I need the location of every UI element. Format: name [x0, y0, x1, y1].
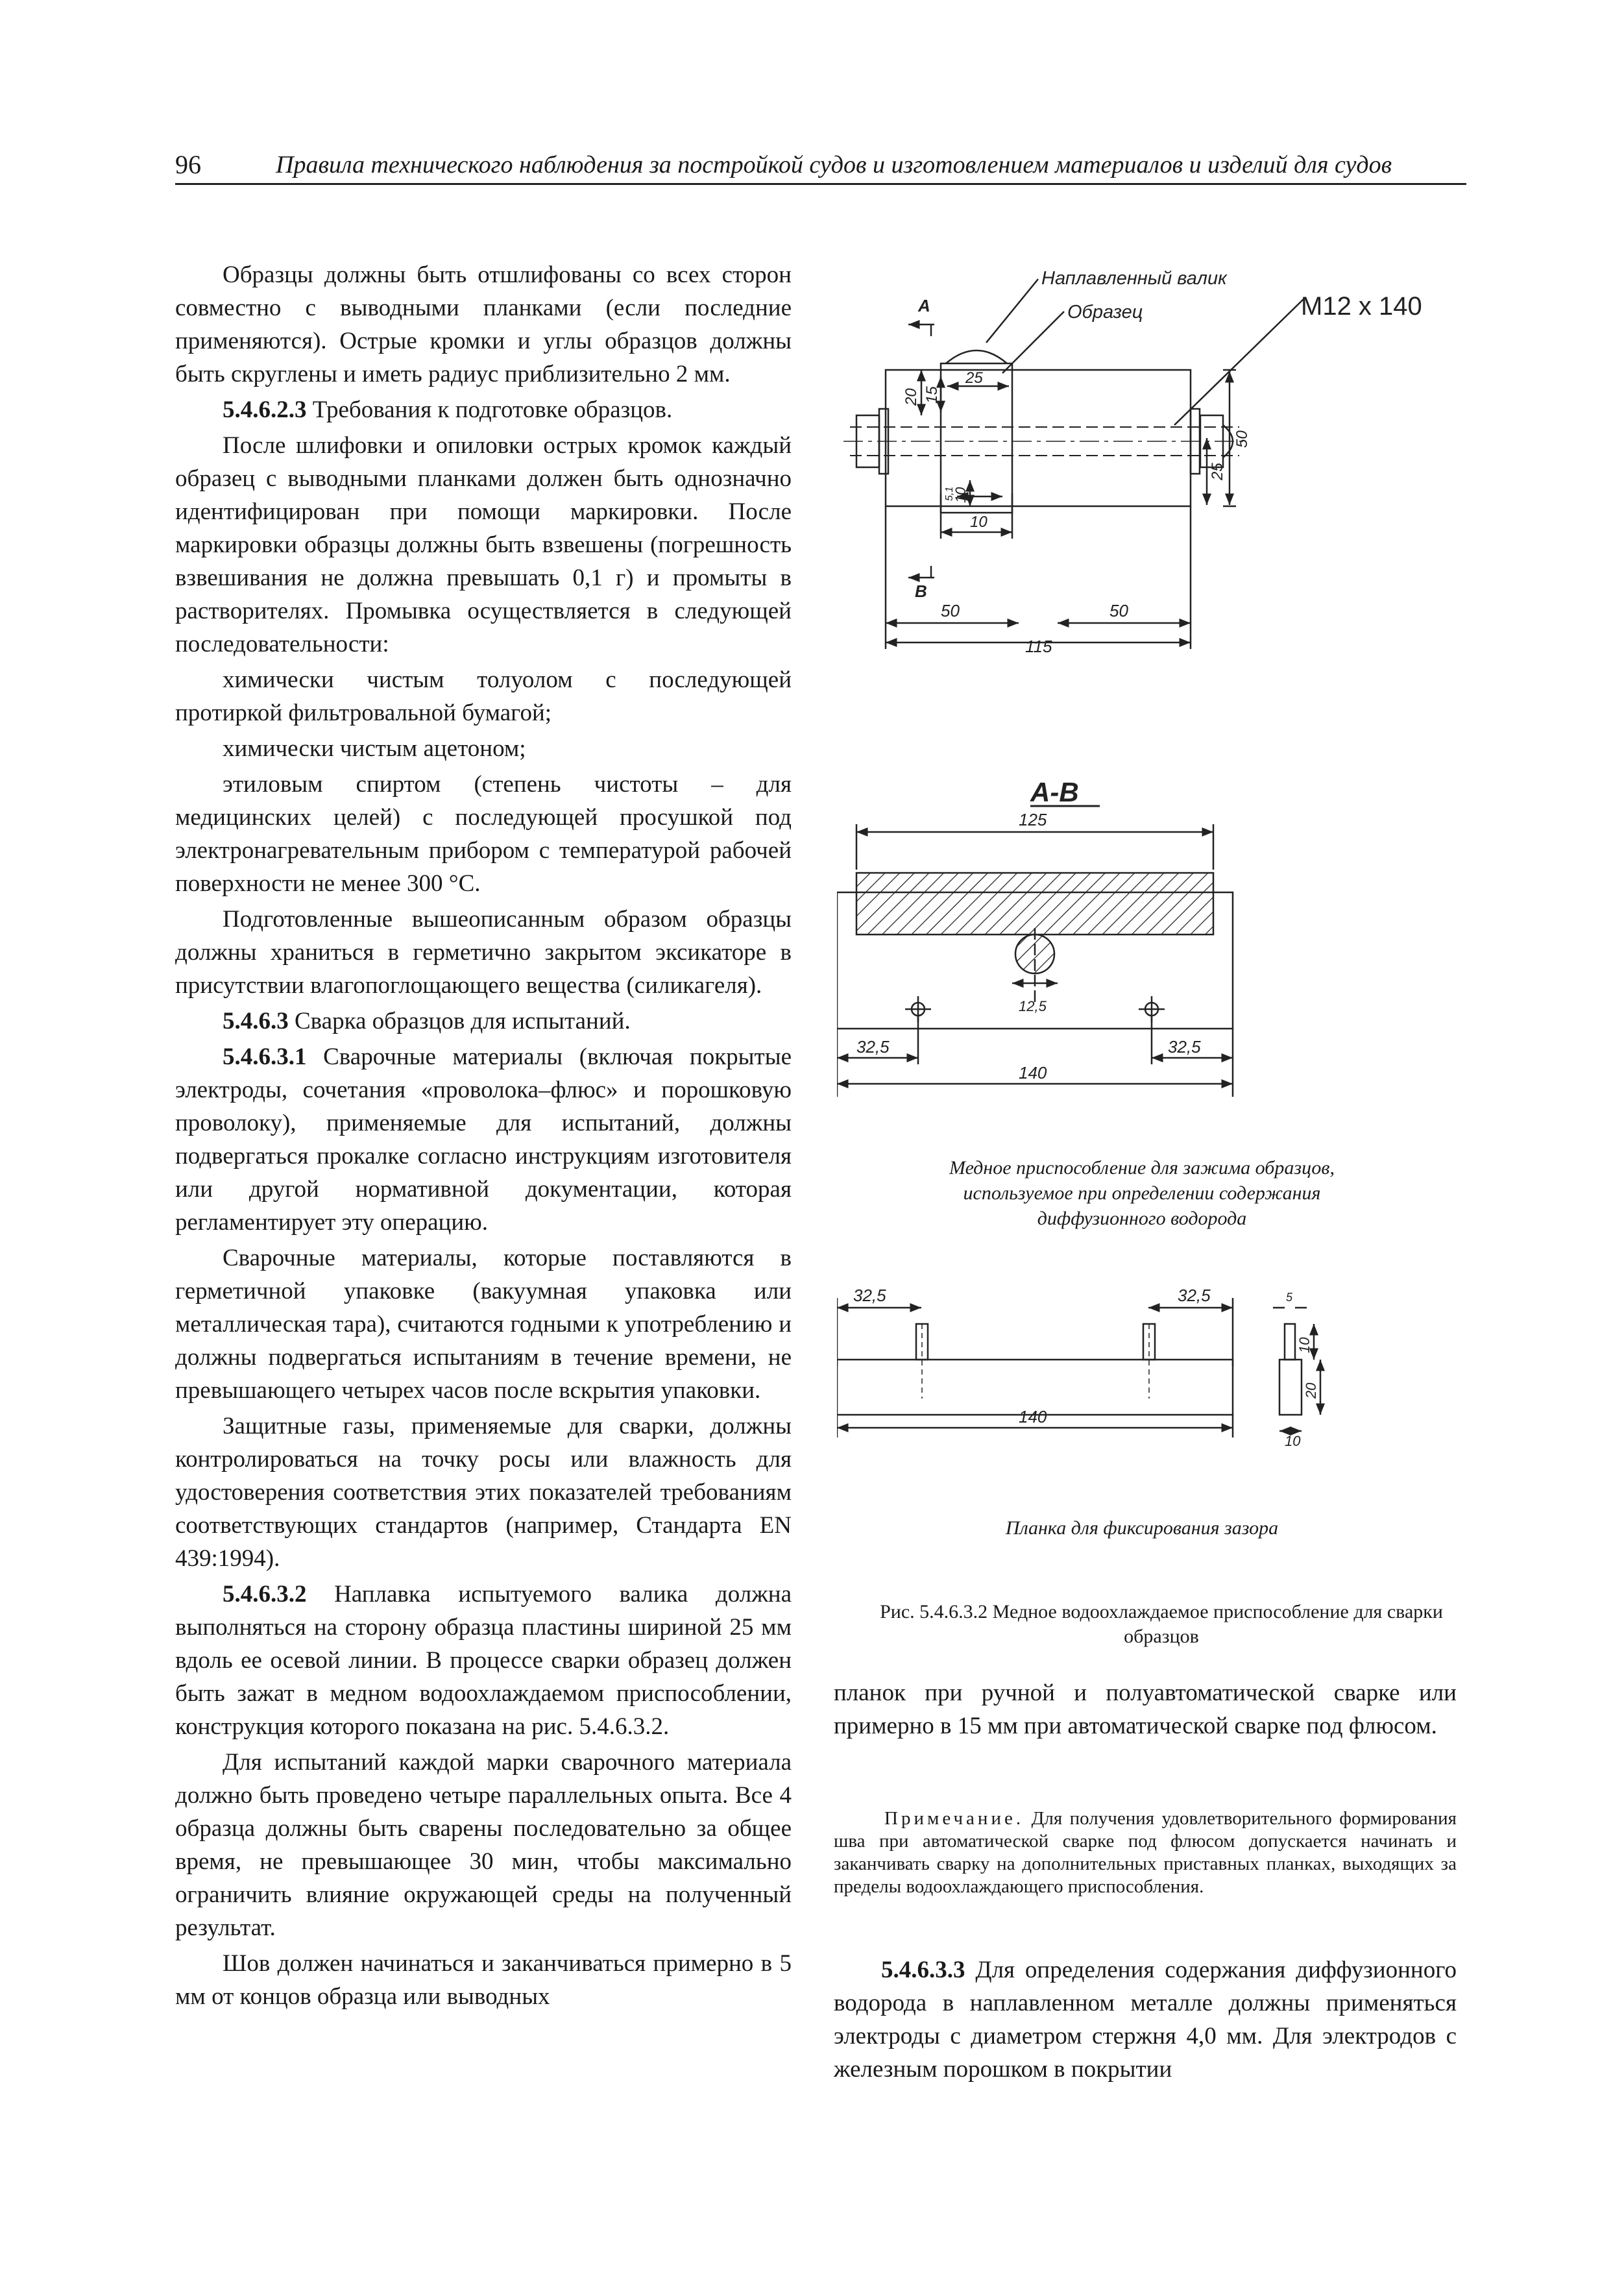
plank-dim-5: 5: [1286, 1291, 1293, 1304]
leader-bolt: [1174, 299, 1304, 425]
plank-dim-10-h: 10: [1285, 1433, 1301, 1449]
dim-10-b: 10: [952, 487, 969, 503]
note-label: Примечание.: [884, 1808, 1024, 1829]
section-caption: Медное приспособление для зажима образцов, используемое при определении содержания диффузионного водорода: [949, 1157, 1335, 1229]
dim-140: 140: [1019, 1063, 1047, 1082]
plank-dim-20: 20: [1303, 1382, 1319, 1399]
label-bead: Наплавленный валик: [1041, 268, 1227, 289]
note-text: Для получения удовлетворительного формирования шва при автоматической сварке под флюсом допускается начинать и заканчивать сварку на дополнительных приставных планках, выходящих за пределы водоохлаждающего приспособления.: [834, 1808, 1457, 1897]
figure-caption: Рис. 5.4.6.3.2 Медное водоохлаждаемое приспособление для сварки образцов: [880, 1601, 1443, 1647]
dim-115: 115: [1025, 637, 1052, 656]
dim-15: 15: [923, 386, 941, 404]
dim-50-mid: 50: [1109, 601, 1128, 620]
paragraph: Защитные газы, применяемые для сварки, должны контролироваться на точку росы или влажность для удостоверения соответствия этих показателей требованиям соответствующих стандартов (например, Стандарта EN 439:1994).: [175, 1413, 792, 1572]
list-item: химически чистым толуолом с последующей протиркой фильтровальной бумагой;: [175, 667, 792, 726]
section-title: A-B: [1030, 777, 1079, 807]
plank-dim-140: 140: [1019, 1407, 1047, 1426]
plank-side-pin: [1285, 1324, 1295, 1360]
dim-10-a: 10: [970, 513, 988, 531]
paragraph: Сварочные материалы, которые поставляются в герметичной упаковке (вакуумная упаковка или металлическая тара), считаются годными к употреблению и должны подвергаться испытаниям в течение времени, не превышающего четырех часов после вскрытия упаковки.: [175, 1245, 792, 1404]
paragraph: Для испытаний каждой марки сварочного материала должно быть проведено четыре параллельных опыта. Все 4 образца должны быть сварены последовательно за общее время, не превышающее 30 мин, чтобы максимально ограничить влияние окружающей среды на полученный результат.: [175, 1749, 792, 1941]
numbered-paragraph: 5.4.6.3.1 Сварочные материалы (включая покрытые электроды, сочетания «проволока–флюс» и порошковую проволоку), применяемые для испытаний, должны подвергаться прокалке согласно инструкциям изготовителя или другой нормативной документации, которая регламентирует эту операцию.: [175, 1044, 792, 1236]
section-sample-hatched: [856, 873, 1213, 935]
page-number: 96: [175, 150, 201, 179]
dim-25-top: 25: [965, 369, 983, 387]
dim-5: 5,1: [944, 486, 955, 501]
plank-dim-32-5-right: 32,5: [1178, 1286, 1211, 1305]
dim-50-right: 50: [1233, 430, 1251, 448]
weld-bead: [946, 350, 1007, 363]
leader-bead: [986, 279, 1038, 343]
leader-sample: [1002, 312, 1064, 373]
paragraph: Подготовленные вышеописанным образом образцы должны храниться в герметично закрытом эксикаторе в присутствии влагопоглощающего вещества (силикагеля).: [175, 906, 792, 999]
dim-32-5-right: 32,5: [1168, 1037, 1201, 1057]
view-b-label: B: [915, 581, 927, 601]
right-column-bottom: [834, 1953, 1457, 2088]
plank-caption: Планка для фиксирования зазора: [1005, 1517, 1279, 1539]
dim-125: 125: [1019, 810, 1047, 829]
dim-12-5: 12,5: [1019, 998, 1047, 1014]
paragraph: Образцы должны быть отшлифованы со всех сторон совместно с выводными планками (если последние применяются). Острые кромки и углы образцов должны быть скруглены и иметь радиус приблизительно 2 мм.: [175, 262, 792, 387]
section-heading: 5.4.6.2.3 Требования к подготовке образцов.: [223, 397, 673, 423]
note: [834, 1807, 1457, 1898]
running-title: Правила технического наблюдения за постройкой судов и изготовлением материалов и изделий для судов: [276, 151, 1392, 178]
view-a-label: A: [918, 296, 930, 315]
section-heading: 5.4.6.3 Сварка образцов для испытаний.: [223, 1008, 631, 1034]
label-sample: Образец: [1067, 302, 1143, 323]
list-item: этиловым спиртом (степень чистоты – для медицинских целей) с последующей просушкой под электронагревательным прибором с температурой рабочей поверхности не менее 300 °С.: [175, 771, 792, 897]
dim-32-5-left: 32,5: [856, 1037, 890, 1057]
label-bolt: М12 х 140: [1301, 292, 1422, 321]
plank-dim-32-5-left: 32,5: [853, 1286, 886, 1305]
paragraph: планок при ручной и полуавтоматической сварке или примерно в 15 мм при автоматической сварке под флюсом.: [834, 1680, 1457, 1739]
dim-25-right: 25: [1209, 463, 1226, 480]
dim-20: 20: [903, 388, 920, 406]
page-header: [175, 148, 1466, 185]
right-column: [834, 1676, 1457, 1745]
paragraph: Шов должен начинаться и заканчиваться примерно в 5 мм от концов образца или выводных: [175, 1950, 792, 2010]
plank-side-body: [1279, 1360, 1302, 1415]
list-item: химически чистым ацетоном;: [223, 735, 526, 762]
left-column: [175, 258, 792, 2016]
numbered-paragraph: 5.4.6.3.2 Наплавка испытуемого валика должна выполняться на сторону образца пластины шириной 25 мм вдоль ее осевой линии. В процессе сварки образец должен быть зажат в медном водоохлаждаемом приспособлении, конструкция которого показана на рис. 5.4.6.3.2.: [175, 1581, 792, 1740]
plank-dim-10-v: 10: [1296, 1337, 1313, 1353]
numbered-paragraph: 5.4.6.3.3 Для определения содержания диффузионного водорода в наплавленном металле должны применяться электроды с диаметром стержня 4,0 мм. Для электродов с железным порошком в покрытии: [834, 1957, 1457, 2083]
dim-50-left: 50: [941, 601, 960, 620]
paragraph: После шлифовки и опиловки острых кромок каждый образец с выводными планками должен быть однозначно идентифицирован при помощи маркировки. После маркировки образцы должны быть взвешены (погрешность взвешивания не должна превышать 0,1 г) и промыты в растворителях. Промывка осуществляется в следующей последовательности:: [175, 432, 792, 657]
figure-drawing: [837, 260, 1460, 1648]
